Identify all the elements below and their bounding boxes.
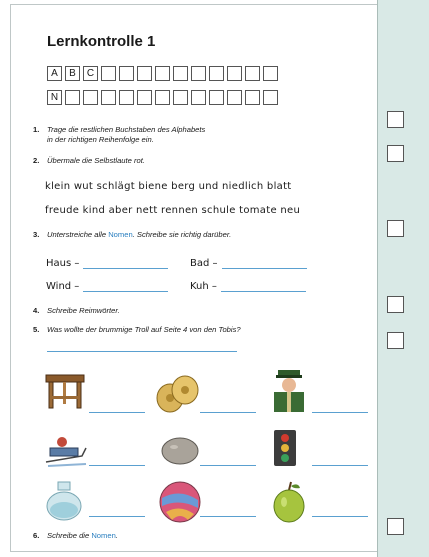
check-box-5[interactable] <box>387 332 404 349</box>
task-4 <box>33 306 333 316</box>
alphabet-cell[interactable] <box>227 90 242 105</box>
task-number: 2. <box>33 156 40 165</box>
alphabet-cell[interactable] <box>119 90 134 105</box>
alphabet-cell[interactable] <box>263 90 278 105</box>
sledge-icon <box>42 428 88 468</box>
task-text: Unterstreiche alle <box>47 230 109 239</box>
alphabet-cell[interactable] <box>83 90 98 105</box>
stone-icon <box>159 432 201 466</box>
alphabet-cell[interactable] <box>245 90 260 105</box>
alphabet-cell[interactable] <box>155 90 170 105</box>
alphabet-cell[interactable] <box>65 90 80 105</box>
task-number: 6. <box>33 531 40 540</box>
alphabet-grid-row-2 <box>47 90 281 105</box>
answer-line[interactable] <box>89 516 145 517</box>
answer-line[interactable] <box>200 465 256 466</box>
task-5 <box>33 325 333 335</box>
rhyme-word: Kuh – <box>190 281 217 292</box>
ball-icon <box>158 480 202 524</box>
check-box-4[interactable] <box>387 296 404 313</box>
sentence-line-2: freude kind aber nett rennen schule tomate neu <box>45 205 301 216</box>
alphabet-cell[interactable] <box>101 90 116 105</box>
table-icon <box>44 371 86 411</box>
answer-line[interactable] <box>83 259 168 269</box>
apple-icon <box>272 480 306 524</box>
check-box-1[interactable] <box>387 111 404 128</box>
answer-line[interactable] <box>83 282 168 292</box>
task-2 <box>33 156 333 166</box>
alphabet-cell[interactable] <box>173 66 188 81</box>
task-text: Was wollte der brummige Troll auf Seite 4 von den Tobis? <box>47 325 241 334</box>
page-frame <box>10 4 423 552</box>
alphabet-cell[interactable] <box>137 66 152 81</box>
alphabet-cell[interactable] <box>263 66 278 81</box>
task-number: 3. <box>33 230 40 239</box>
answer-line[interactable] <box>312 516 368 517</box>
alphabet-cell[interactable] <box>137 90 152 105</box>
rhyme-bad[interactable] <box>190 258 307 269</box>
answer-line[interactable] <box>312 412 368 413</box>
alphabet-cell[interactable]: B <box>65 66 80 81</box>
task-number: 1. <box>33 125 40 134</box>
alphabet-cell[interactable]: C <box>83 66 98 81</box>
page-title: Lernkontrolle 1 <box>47 33 156 50</box>
task-text: . Schreibe sie richtig darüber. <box>132 230 232 239</box>
task-number: 4. <box>33 306 40 315</box>
alphabet-cell[interactable] <box>209 66 224 81</box>
answer-line[interactable] <box>89 465 145 466</box>
alphabet-grid-row-1 <box>47 66 281 81</box>
troll-answer-line[interactable] <box>47 351 237 352</box>
task-text: in der richtigen Reihenfolge ein. <box>47 135 154 144</box>
rhyme-word: Haus – <box>46 258 80 269</box>
alphabet-cell[interactable] <box>119 66 134 81</box>
check-box-6[interactable] <box>387 518 404 535</box>
alphabet-cell[interactable] <box>155 66 170 81</box>
traffic-light-icon <box>270 428 300 468</box>
glass-bowl-icon <box>44 480 84 522</box>
alphabet-cell[interactable] <box>101 66 116 81</box>
highlight-word: Nomen <box>91 531 116 540</box>
check-box-2[interactable] <box>387 145 404 162</box>
task-text: Schreibe Reimwörter. <box>47 306 120 315</box>
rhyme-wind[interactable] <box>46 281 168 292</box>
rhyme-word: Wind – <box>46 281 80 292</box>
rhyme-haus[interactable] <box>46 258 168 269</box>
alphabet-cell[interactable] <box>173 90 188 105</box>
answer-line[interactable] <box>89 412 145 413</box>
check-box-3[interactable] <box>387 220 404 237</box>
cymbals-icon <box>155 372 201 414</box>
alphabet-cell[interactable] <box>209 90 224 105</box>
task-text: Schreibe die <box>47 531 92 540</box>
police-officer-icon <box>268 368 310 414</box>
highlight-word: Nomen <box>108 230 133 239</box>
task-text: . <box>115 531 118 540</box>
task-text: Übermale die Selbstlaute rot. <box>47 156 145 165</box>
rhyme-kuh[interactable] <box>190 281 306 292</box>
task-1 <box>33 125 333 145</box>
answer-line[interactable] <box>200 412 256 413</box>
alphabet-cell[interactable] <box>227 66 242 81</box>
answer-line[interactable] <box>222 259 307 269</box>
alphabet-cell[interactable] <box>245 66 260 81</box>
alphabet-cell[interactable] <box>191 66 206 81</box>
alphabet-cell[interactable]: N <box>47 90 62 105</box>
check-margin <box>377 0 429 557</box>
alphabet-cell[interactable] <box>191 90 206 105</box>
task-number: 5. <box>33 325 40 334</box>
answer-line[interactable] <box>312 465 368 466</box>
answer-line[interactable] <box>200 516 256 517</box>
task-text: Trage die restlichen Buchstaben des Alphabets <box>47 125 206 134</box>
task-6 <box>33 531 333 541</box>
alphabet-cell[interactable]: A <box>47 66 62 81</box>
answer-line[interactable] <box>221 282 306 292</box>
sentence-line-1: klein wut schlägt biene berg und niedlich blatt <box>45 181 292 192</box>
rhyme-word: Bad – <box>190 258 218 269</box>
task-3 <box>33 230 333 240</box>
